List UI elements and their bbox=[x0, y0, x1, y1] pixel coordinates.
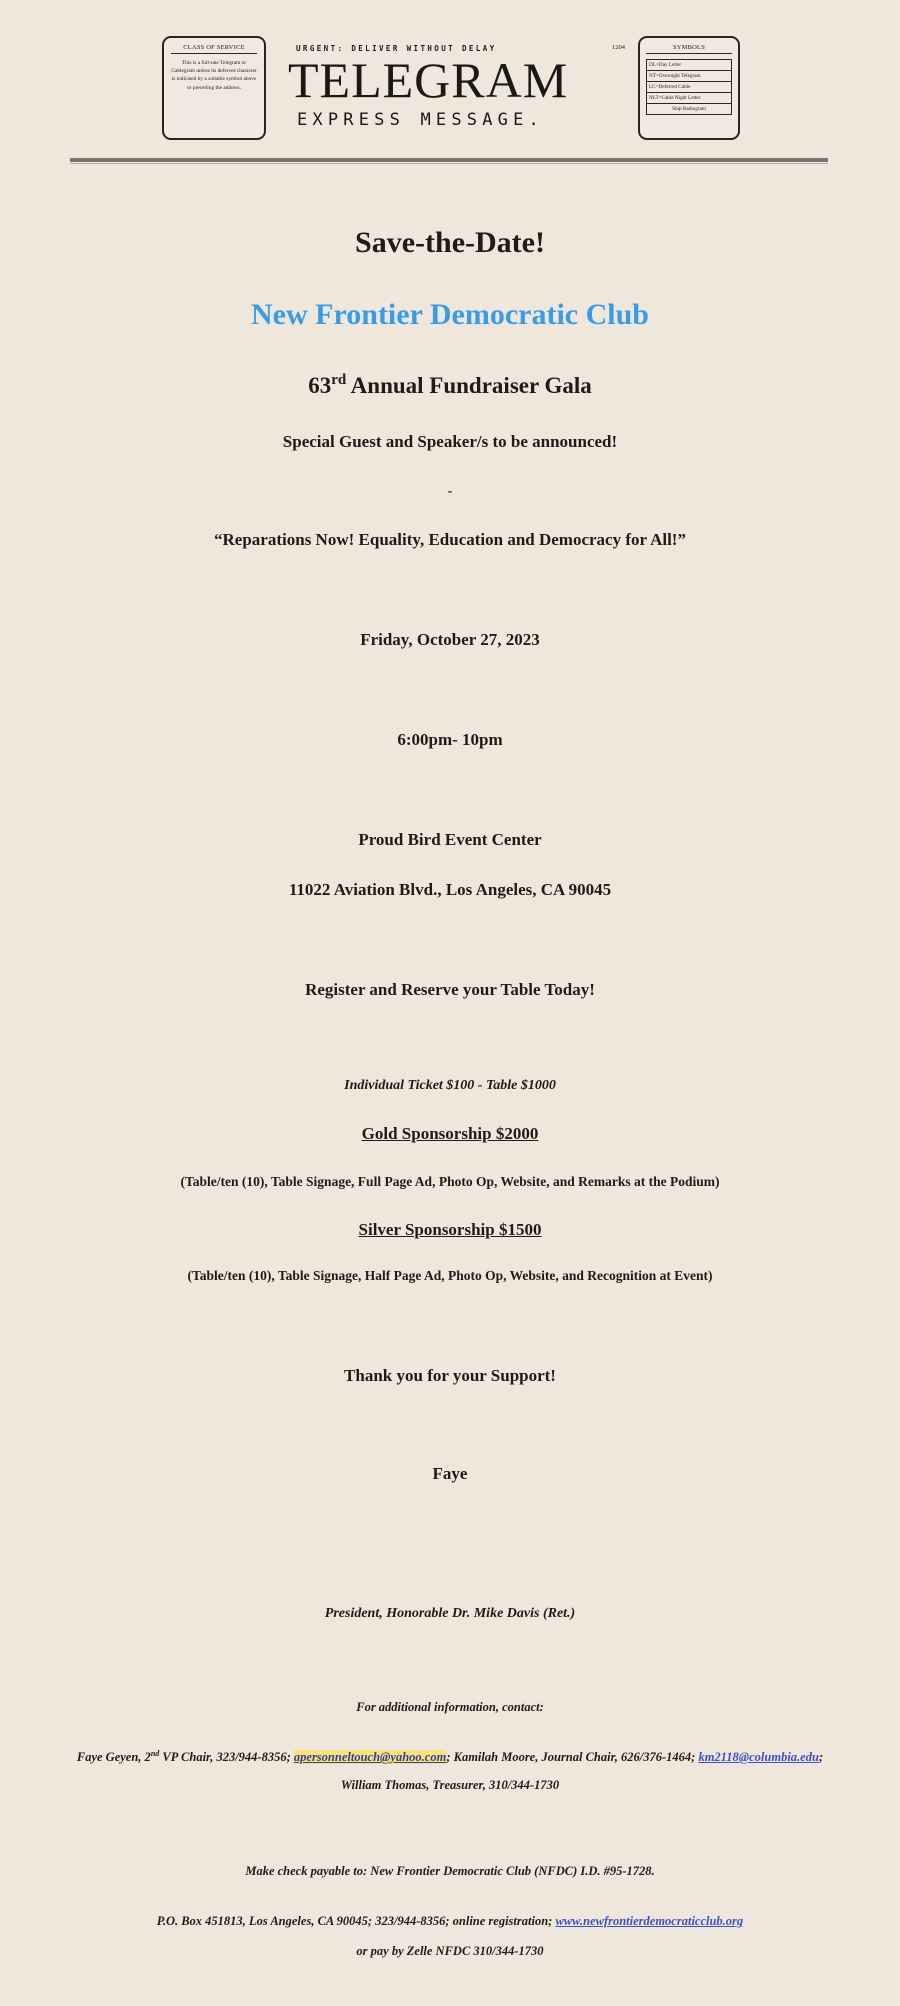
symbol-row: LC=Deferred Cable bbox=[646, 81, 732, 92]
gala-number: 63 bbox=[308, 373, 332, 398]
telegram-title: TELEGRAM bbox=[288, 52, 569, 108]
symbol-row: DL=Day Letter bbox=[646, 59, 732, 70]
register-line: Register and Reserve your Table Today! bbox=[305, 980, 595, 999]
club-name: New Frontier Democratic Club bbox=[251, 298, 649, 331]
telegram-subtitle: EXPRESS MESSAGE. bbox=[297, 110, 544, 130]
header-divider-thin bbox=[70, 163, 828, 164]
event-address: 11022 Aviation Blvd., Los Angeles, CA 90045 bbox=[288, 880, 612, 899]
symbols-title: SYMBOLS bbox=[646, 44, 732, 54]
event-theme: “Reparations Now! Equality, Education and Democracy for All!” bbox=[214, 530, 686, 549]
event-venue: Proud Bird Event Center bbox=[358, 830, 542, 849]
class-of-service-body: This is a full-rate Telegram or Cablegram unless its deferred character is indicated by a suitable symbol above or preceding the address. bbox=[171, 60, 257, 91]
telegram-header bbox=[0, 0, 900, 170]
gala-title bbox=[0, 372, 900, 399]
faye-email-link[interactable]: apersonneltouch@yahoo.com bbox=[293, 1750, 447, 1764]
event-time: 6:00pm- 10pm bbox=[397, 730, 503, 749]
zelle-text: or pay by Zelle NFDC 310/344-1730 bbox=[356, 1944, 544, 1958]
po-box-block bbox=[50, 1906, 850, 1966]
contact-kamilah: ; Kamilah Moore, Journal Chair, 626/376-1464; bbox=[446, 1750, 699, 1764]
thank-you-line: Thank you for your Support! bbox=[344, 1366, 556, 1385]
check-payable-line: Make check payable to: New Frontier Democratic Club (NFDC) I.D. #95-1728. bbox=[245, 1864, 655, 1878]
gala-suffix: rd bbox=[331, 372, 347, 388]
event-date: Friday, October 27, 2023 bbox=[360, 630, 540, 649]
website-link[interactable]: www.newfrontierdemocraticclub.org bbox=[555, 1914, 744, 1928]
kamilah-email-link[interactable]: km2118@columbia.edu bbox=[698, 1750, 819, 1764]
president-line: President, Honorable Dr. Mike Davis (Ret.) bbox=[324, 1606, 576, 1621]
silver-sponsorship: Silver Sponsorship $1500 bbox=[358, 1220, 542, 1239]
gala-text: Annual Fundraiser Gala bbox=[346, 373, 592, 398]
symbol-row: Ship Radiogram bbox=[646, 103, 732, 115]
dash-separator: - bbox=[447, 484, 453, 499]
contact-details bbox=[60, 1740, 840, 1799]
gold-sponsorship-detail: (Table/ten (10), Table Signage, Full Page Ad, Photo Op, Website, and Remarks at the Podium) bbox=[180, 1174, 720, 1189]
contact-faye-prefix: Faye Geyen, 2 bbox=[76, 1750, 151, 1764]
silver-sponsorship-detail: (Table/ten (10), Table Signage, Half Page Ad, Photo Op, Website, and Recognition at Event) bbox=[187, 1268, 713, 1283]
save-the-date-heading: Save-the-Date! bbox=[355, 226, 545, 259]
signature-name: Faye bbox=[432, 1464, 468, 1483]
po-box-text: P.O. Box 451813, Los Angeles, CA 90045; 323/944-8356; online registration; bbox=[156, 1914, 556, 1928]
ticket-prices: Individual Ticket $100 - Table $1000 bbox=[344, 1078, 556, 1093]
urgent-label: URGENT: DELIVER WITHOUT DELAY bbox=[296, 44, 497, 53]
special-guest-line: Special Guest and Speaker/s to be announced! bbox=[282, 432, 618, 451]
contact-faye-sup: nd bbox=[150, 1749, 160, 1758]
symbol-row: NLT=Cable Night Letter bbox=[646, 92, 732, 103]
contact-william: ; William Thomas, Treasurer, 310/344-1730 bbox=[340, 1750, 824, 1792]
contact-heading: For additional information, contact: bbox=[356, 1700, 544, 1714]
symbols-box bbox=[638, 36, 740, 140]
class-of-service-title: CLASS OF SERVICE bbox=[171, 44, 257, 54]
header-divider bbox=[70, 158, 828, 162]
symbol-row: NT=Overnight Telegram bbox=[646, 70, 732, 81]
class-of-service-box bbox=[162, 36, 266, 140]
gold-sponsorship: Gold Sponsorship $2000 bbox=[361, 1124, 539, 1143]
telegram-code: 1204 bbox=[612, 44, 625, 51]
contact-faye-rest: VP Chair, 323/944-8356; bbox=[159, 1750, 294, 1764]
